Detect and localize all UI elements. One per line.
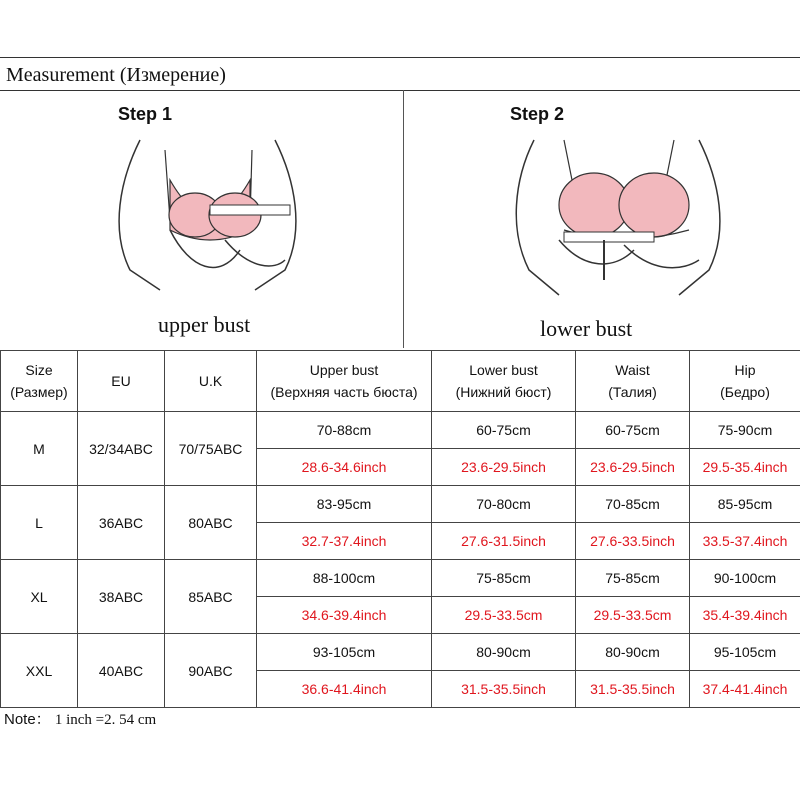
upper-bust-cm: 93-105cm: [257, 634, 432, 671]
lower-bust-inch: 27.6-31.5inch: [432, 523, 576, 560]
waist-inch: 31.5-35.5inch: [576, 671, 690, 708]
size-cell: M: [1, 412, 78, 486]
lower-bust-cm: 60-75cm: [432, 412, 576, 449]
hip-cm: 90-100cm: [690, 560, 800, 597]
size-table: [0, 350, 800, 708]
upper-bust-inch: 32.7-37.4inch: [257, 523, 432, 560]
table-header-row: [1, 351, 800, 412]
uk-cell: 90ABC: [165, 634, 257, 708]
lower-bust-cm: 75-85cm: [432, 560, 576, 597]
hip-inch: 37.4-41.4inch: [690, 671, 800, 708]
lower-bust-inch: 23.6-29.5inch: [432, 449, 576, 486]
waist-inch: 23.6-29.5inch: [576, 449, 690, 486]
hip-inch: 35.4-39.4inch: [690, 597, 800, 634]
size-cell: XXL: [1, 634, 78, 708]
upper-bust-illustration: [100, 120, 320, 310]
upper-bust-cm: 83-95cm: [257, 486, 432, 523]
lower-bust-cm: 70-80cm: [432, 486, 576, 523]
hip-cm: 85-95cm: [690, 486, 800, 523]
note-text: 1 inch =2. 54 cm: [54, 712, 157, 728]
upper-bust-cm: 70-88cm: [257, 412, 432, 449]
step-2-label: Step 2: [510, 104, 565, 124]
step-2-panel: [404, 90, 800, 348]
measurement-steps: [0, 90, 800, 350]
step-1-caption: upper bust: [158, 312, 251, 337]
page-title: Measurement (Измерение): [6, 64, 226, 86]
eu-cell: 40ABC: [78, 634, 165, 708]
title-bar: [0, 57, 800, 91]
header-lower-bust: Lower bust (Нижний бюст): [432, 351, 576, 412]
step-2-caption: lower bust: [540, 316, 633, 341]
upper-bust-inch: 34.6-39.4inch: [257, 597, 432, 634]
uk-cell: 70/75ABC: [165, 412, 257, 486]
lower-bust-cm: 80-90cm: [432, 634, 576, 671]
upper-bust-inch: 36.6-41.4inch: [257, 671, 432, 708]
header-hip: Hip (Бедро): [690, 351, 800, 412]
table-row: [1, 486, 800, 523]
step-1-panel: [0, 90, 404, 348]
size-chart: [0, 350, 800, 708]
step-1-label: Step 1: [118, 104, 173, 124]
hip-inch: 29.5-35.4inch: [690, 449, 800, 486]
hip-cm: 75-90cm: [690, 412, 800, 449]
conversion-note: [4, 708, 156, 729]
size-cell: L: [1, 486, 78, 560]
table-row: [1, 412, 800, 449]
upper-bust-cm: 88-100cm: [257, 560, 432, 597]
eu-cell: 32/34ABC: [78, 412, 165, 486]
waist-inch: 29.5-33.5cm: [576, 597, 690, 634]
waist-cm: 80-90cm: [576, 634, 690, 671]
lower-bust-illustration: [504, 120, 734, 310]
hip-inch: 33.5-37.4inch: [690, 523, 800, 560]
upper-bust-inch: 28.6-34.6inch: [257, 449, 432, 486]
header-eu: EU: [78, 351, 165, 412]
eu-cell: 36ABC: [78, 486, 165, 560]
uk-cell: 85ABC: [165, 560, 257, 634]
uk-cell: 80ABC: [165, 486, 257, 560]
table-row: [1, 560, 800, 597]
header-size: Size (Размер): [1, 351, 78, 412]
waist-cm: 70-85cm: [576, 486, 690, 523]
header-waist: Waist (Талия): [576, 351, 690, 412]
lower-bust-inch: 31.5-35.5inch: [432, 671, 576, 708]
eu-cell: 38ABC: [78, 560, 165, 634]
header-uk: U.K: [165, 351, 257, 412]
waist-cm: 75-85cm: [576, 560, 690, 597]
waist-inch: 27.6-33.5inch: [576, 523, 690, 560]
table-row: [1, 634, 800, 671]
size-cell: XL: [1, 560, 78, 634]
hip-cm: 95-105cm: [690, 634, 800, 671]
note-label: Note：: [4, 711, 51, 728]
header-upper-bust: Upper bust (Верхняя часть бюста): [257, 351, 432, 412]
lower-bust-inch: 29.5-33.5cm: [432, 597, 576, 634]
waist-cm: 60-75cm: [576, 412, 690, 449]
